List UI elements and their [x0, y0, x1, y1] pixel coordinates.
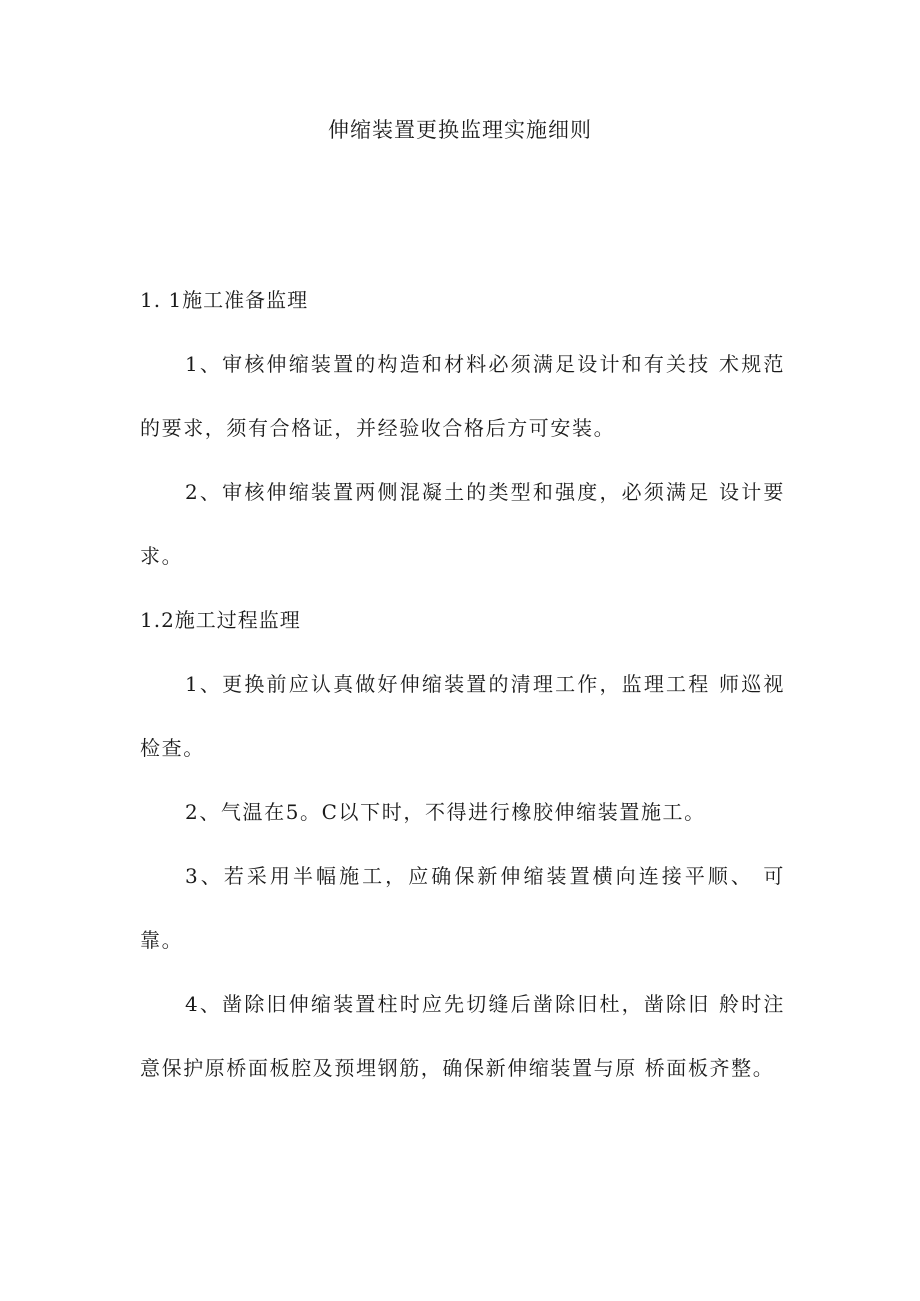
- paragraph: 1、审核伸缩装置的构造和材料必须满足设计和有关技 术规范的要求，须有合格证，并经验收合格后方可安装。: [140, 352, 785, 440]
- paragraph: 4、凿除旧伸缩装置柱时应先切缝后凿除旧杜，凿除旧 舲时注意保护原桥面板腔及预埋钢筋，确保新伸缩装置与原 桥面板齐整。: [140, 992, 785, 1080]
- paragraph: 2、审核伸缩装置两侧混凝土的类型和强度，必须满足 设计要求。: [140, 480, 785, 568]
- document-body: [140, 268, 785, 1100]
- section-heading: 1.2施工过程监理: [140, 608, 301, 632]
- section-heading: 1. 1施工准备监理: [140, 288, 309, 312]
- paragraph: 1、更换前应认真做好伸缩装置的清理工作，监理工程 师巡视检查。: [140, 672, 785, 760]
- section-construction-process: [140, 588, 785, 1100]
- section-construction-preparation: [140, 268, 785, 588]
- paragraph: 2、气温在5。C以下时，不得进行橡胶伸缩装置施工。: [185, 800, 706, 824]
- paragraph: 3、若采用半幅施工，应确保新伸缩装置横向连接平顺、 可靠。: [140, 864, 785, 952]
- document-title: 伸缩装置更换监理实施细则: [328, 118, 592, 142]
